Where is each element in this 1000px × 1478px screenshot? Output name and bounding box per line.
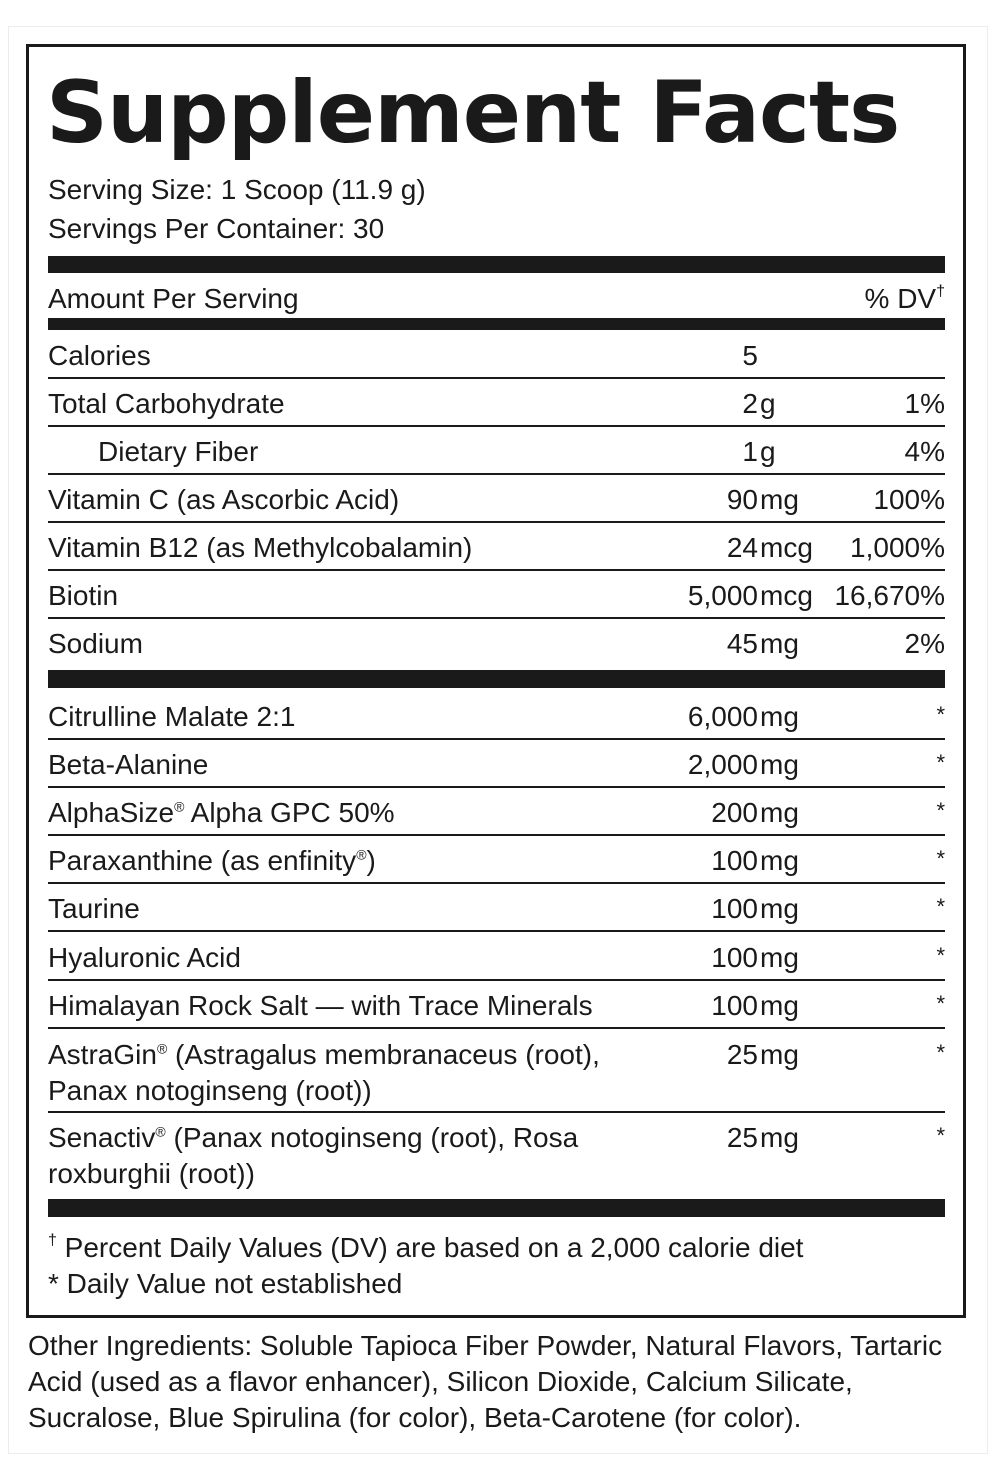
ingredient-amount xyxy=(560,988,818,1024)
ingredient-name-part: AstraGin xyxy=(48,1039,157,1070)
serving-size: Serving Size: 1 Scoop (11.9 g) xyxy=(48,174,426,205)
amount-value: 100 xyxy=(711,990,758,1021)
row-divider xyxy=(48,377,945,379)
amount-per-serving-header: Amount Per Serving xyxy=(48,283,299,314)
amount-unit: mcg xyxy=(760,580,813,611)
nutrient-name: Total Carbohydrate xyxy=(48,388,285,419)
nutrient-dv: 1% xyxy=(904,388,945,419)
nutrient-dv: 2% xyxy=(904,628,945,659)
ingredient-dv: * xyxy=(936,846,945,871)
amount-unit: g xyxy=(760,388,776,419)
amount-value: 2,000 xyxy=(687,749,758,780)
row-divider xyxy=(48,1111,945,1113)
amount-unit: mg xyxy=(760,990,799,1021)
registered-mark: ® xyxy=(356,846,367,863)
amount-value: 45 xyxy=(726,628,758,659)
row-divider xyxy=(48,521,945,523)
star-footnote: * Daily Value not established xyxy=(48,1268,403,1299)
amount-value: 100 xyxy=(711,942,758,973)
amount-value: 5,000 xyxy=(687,580,758,611)
dv-footnote-text: Percent Daily Values (DV) are based on a 2,000 calorie diet xyxy=(56,1232,804,1263)
nutrient-dv: 1,000% xyxy=(850,532,945,563)
ingredient-name: Citrulline Malate 2:1 xyxy=(48,701,296,732)
amount-value: 200 xyxy=(711,797,758,828)
ingredient-dv: * xyxy=(936,943,945,968)
row-divider xyxy=(48,738,945,740)
ingredient-dv: * xyxy=(936,1123,945,1148)
ingredient-amount xyxy=(560,1120,818,1156)
nutrient-amount xyxy=(560,626,818,662)
ingredient-name-part: Paraxanthine (as enfinity xyxy=(48,845,357,876)
ingredient-name-part: (Astragalus membranaceus (root), xyxy=(167,1039,600,1070)
ingredient-amount xyxy=(560,891,818,927)
ingredient-name xyxy=(48,843,376,879)
row-divider xyxy=(48,882,945,884)
dv-header-label: % DV xyxy=(864,283,937,314)
row-divider xyxy=(48,425,945,427)
panel-title: Supplement Facts xyxy=(46,63,900,163)
ingredient-amount xyxy=(560,795,818,831)
thick-divider xyxy=(48,1199,945,1217)
registered-mark: ® xyxy=(155,1123,166,1140)
ingredient-name-part: Senactiv xyxy=(48,1122,156,1153)
amount-value: 2 xyxy=(742,388,758,419)
row-divider xyxy=(48,979,945,981)
ingredient-dv: * xyxy=(936,991,945,1016)
nutrient-amount xyxy=(560,482,818,518)
amount-value: 25 xyxy=(726,1039,758,1070)
amount-value: 90 xyxy=(726,484,758,515)
amount-unit: mg xyxy=(760,942,799,973)
nutrient-name: Vitamin C (as Ascorbic Acid) xyxy=(48,484,400,515)
amount-unit: g xyxy=(760,436,776,467)
ingredient-dv: * xyxy=(936,798,945,823)
amount-unit: mg xyxy=(760,1122,799,1153)
ingredient-dv: * xyxy=(936,1040,945,1065)
registered-mark: ® xyxy=(156,1040,168,1057)
nutrient-name: Biotin xyxy=(48,580,119,611)
nutrient-amount xyxy=(560,434,818,470)
ingredient-amount xyxy=(560,699,818,735)
other-ingredients: Other Ingredients: Soluble Tapioca Fiber Powder, Natural Flavors, Tartaric Acid (used as a flavor enhancer), Silicon Dioxide, Calcium Silicate, Sucralose, Blue Spirulina (for color), Beta-Carotene (for color). xyxy=(28,1330,943,1433)
row-divider xyxy=(48,1027,945,1029)
amount-value: 100 xyxy=(711,893,758,924)
row-divider xyxy=(48,834,945,836)
ingredient-name: Hyaluronic Acid xyxy=(48,942,241,973)
row-divider xyxy=(48,617,945,619)
amount-unit: mg xyxy=(760,701,799,732)
dagger-mark: † xyxy=(48,1232,57,1249)
nutrient-name: Vitamin B12 (as Methylcobalamin) xyxy=(48,532,473,563)
amount-value: 1 xyxy=(742,436,758,467)
amount-unit: mg xyxy=(760,484,799,515)
nutrient-amount xyxy=(560,530,818,566)
ingredient-name-line2: roxburghii (root)) xyxy=(48,1158,255,1189)
ingredient-name-part: Alpha GPC 50% xyxy=(184,797,395,828)
nutrient-amount xyxy=(560,386,818,422)
ingredient-name: Beta-Alanine xyxy=(48,749,209,780)
ingredient-dv: * xyxy=(936,750,945,775)
row-divider xyxy=(48,569,945,571)
nutrient-dv: 100% xyxy=(873,484,945,515)
ingredient-name xyxy=(48,795,395,831)
nutrient-dv: 4% xyxy=(904,436,945,467)
ingredient-amount xyxy=(560,1037,818,1073)
ingredient-name-part: ) xyxy=(366,845,376,876)
dv-header xyxy=(800,281,945,317)
amount-value: 100 xyxy=(711,845,758,876)
ingredient-name xyxy=(48,1120,578,1156)
amount-unit: mg xyxy=(760,893,799,924)
nutrient-amount xyxy=(560,338,818,374)
nutrient-name: Dietary Fiber xyxy=(98,436,259,467)
nutrient-amount xyxy=(560,578,818,614)
dv-footnote xyxy=(48,1230,803,1266)
nutrient-dv: 16,670% xyxy=(834,580,945,611)
ingredient-dv: * xyxy=(936,702,945,727)
ingredient-amount xyxy=(560,940,818,976)
row-divider xyxy=(48,930,945,932)
dagger-mark: † xyxy=(936,283,945,300)
nutrient-name: Calories xyxy=(48,340,151,371)
ingredient-amount xyxy=(560,747,818,783)
servings-per-container: Servings Per Container: 30 xyxy=(48,213,385,244)
ingredient-dv: * xyxy=(936,894,945,919)
amount-unit: mg xyxy=(760,1039,799,1070)
ingredient-name-line2: Panax notoginseng (root)) xyxy=(48,1075,372,1106)
ingredient-name xyxy=(48,1037,600,1073)
amount-value: 25 xyxy=(726,1122,758,1153)
thick-divider xyxy=(48,256,945,273)
ingredient-name: Himalayan Rock Salt — with Trace Minerals xyxy=(48,990,593,1021)
amount-value: 6,000 xyxy=(687,701,758,732)
amount-unit: mg xyxy=(760,749,799,780)
row-divider xyxy=(48,473,945,475)
amount-unit: mg xyxy=(760,797,799,828)
thick-divider xyxy=(48,670,945,688)
ingredient-name-part: AlphaSize xyxy=(48,797,175,828)
registered-mark: ® xyxy=(174,798,185,815)
ingredient-name-part: (Panax notoginseng (root), Rosa xyxy=(165,1122,579,1153)
amount-value: 5 xyxy=(742,340,758,371)
medium-divider xyxy=(48,318,945,330)
row-divider xyxy=(48,786,945,788)
amount-value: 24 xyxy=(726,532,758,563)
ingredient-amount xyxy=(560,843,818,879)
amount-unit: mg xyxy=(760,628,799,659)
nutrient-name: Sodium xyxy=(48,628,143,659)
ingredient-name: Taurine xyxy=(48,893,140,924)
amount-unit: mg xyxy=(760,845,799,876)
amount-unit: mcg xyxy=(760,532,813,563)
